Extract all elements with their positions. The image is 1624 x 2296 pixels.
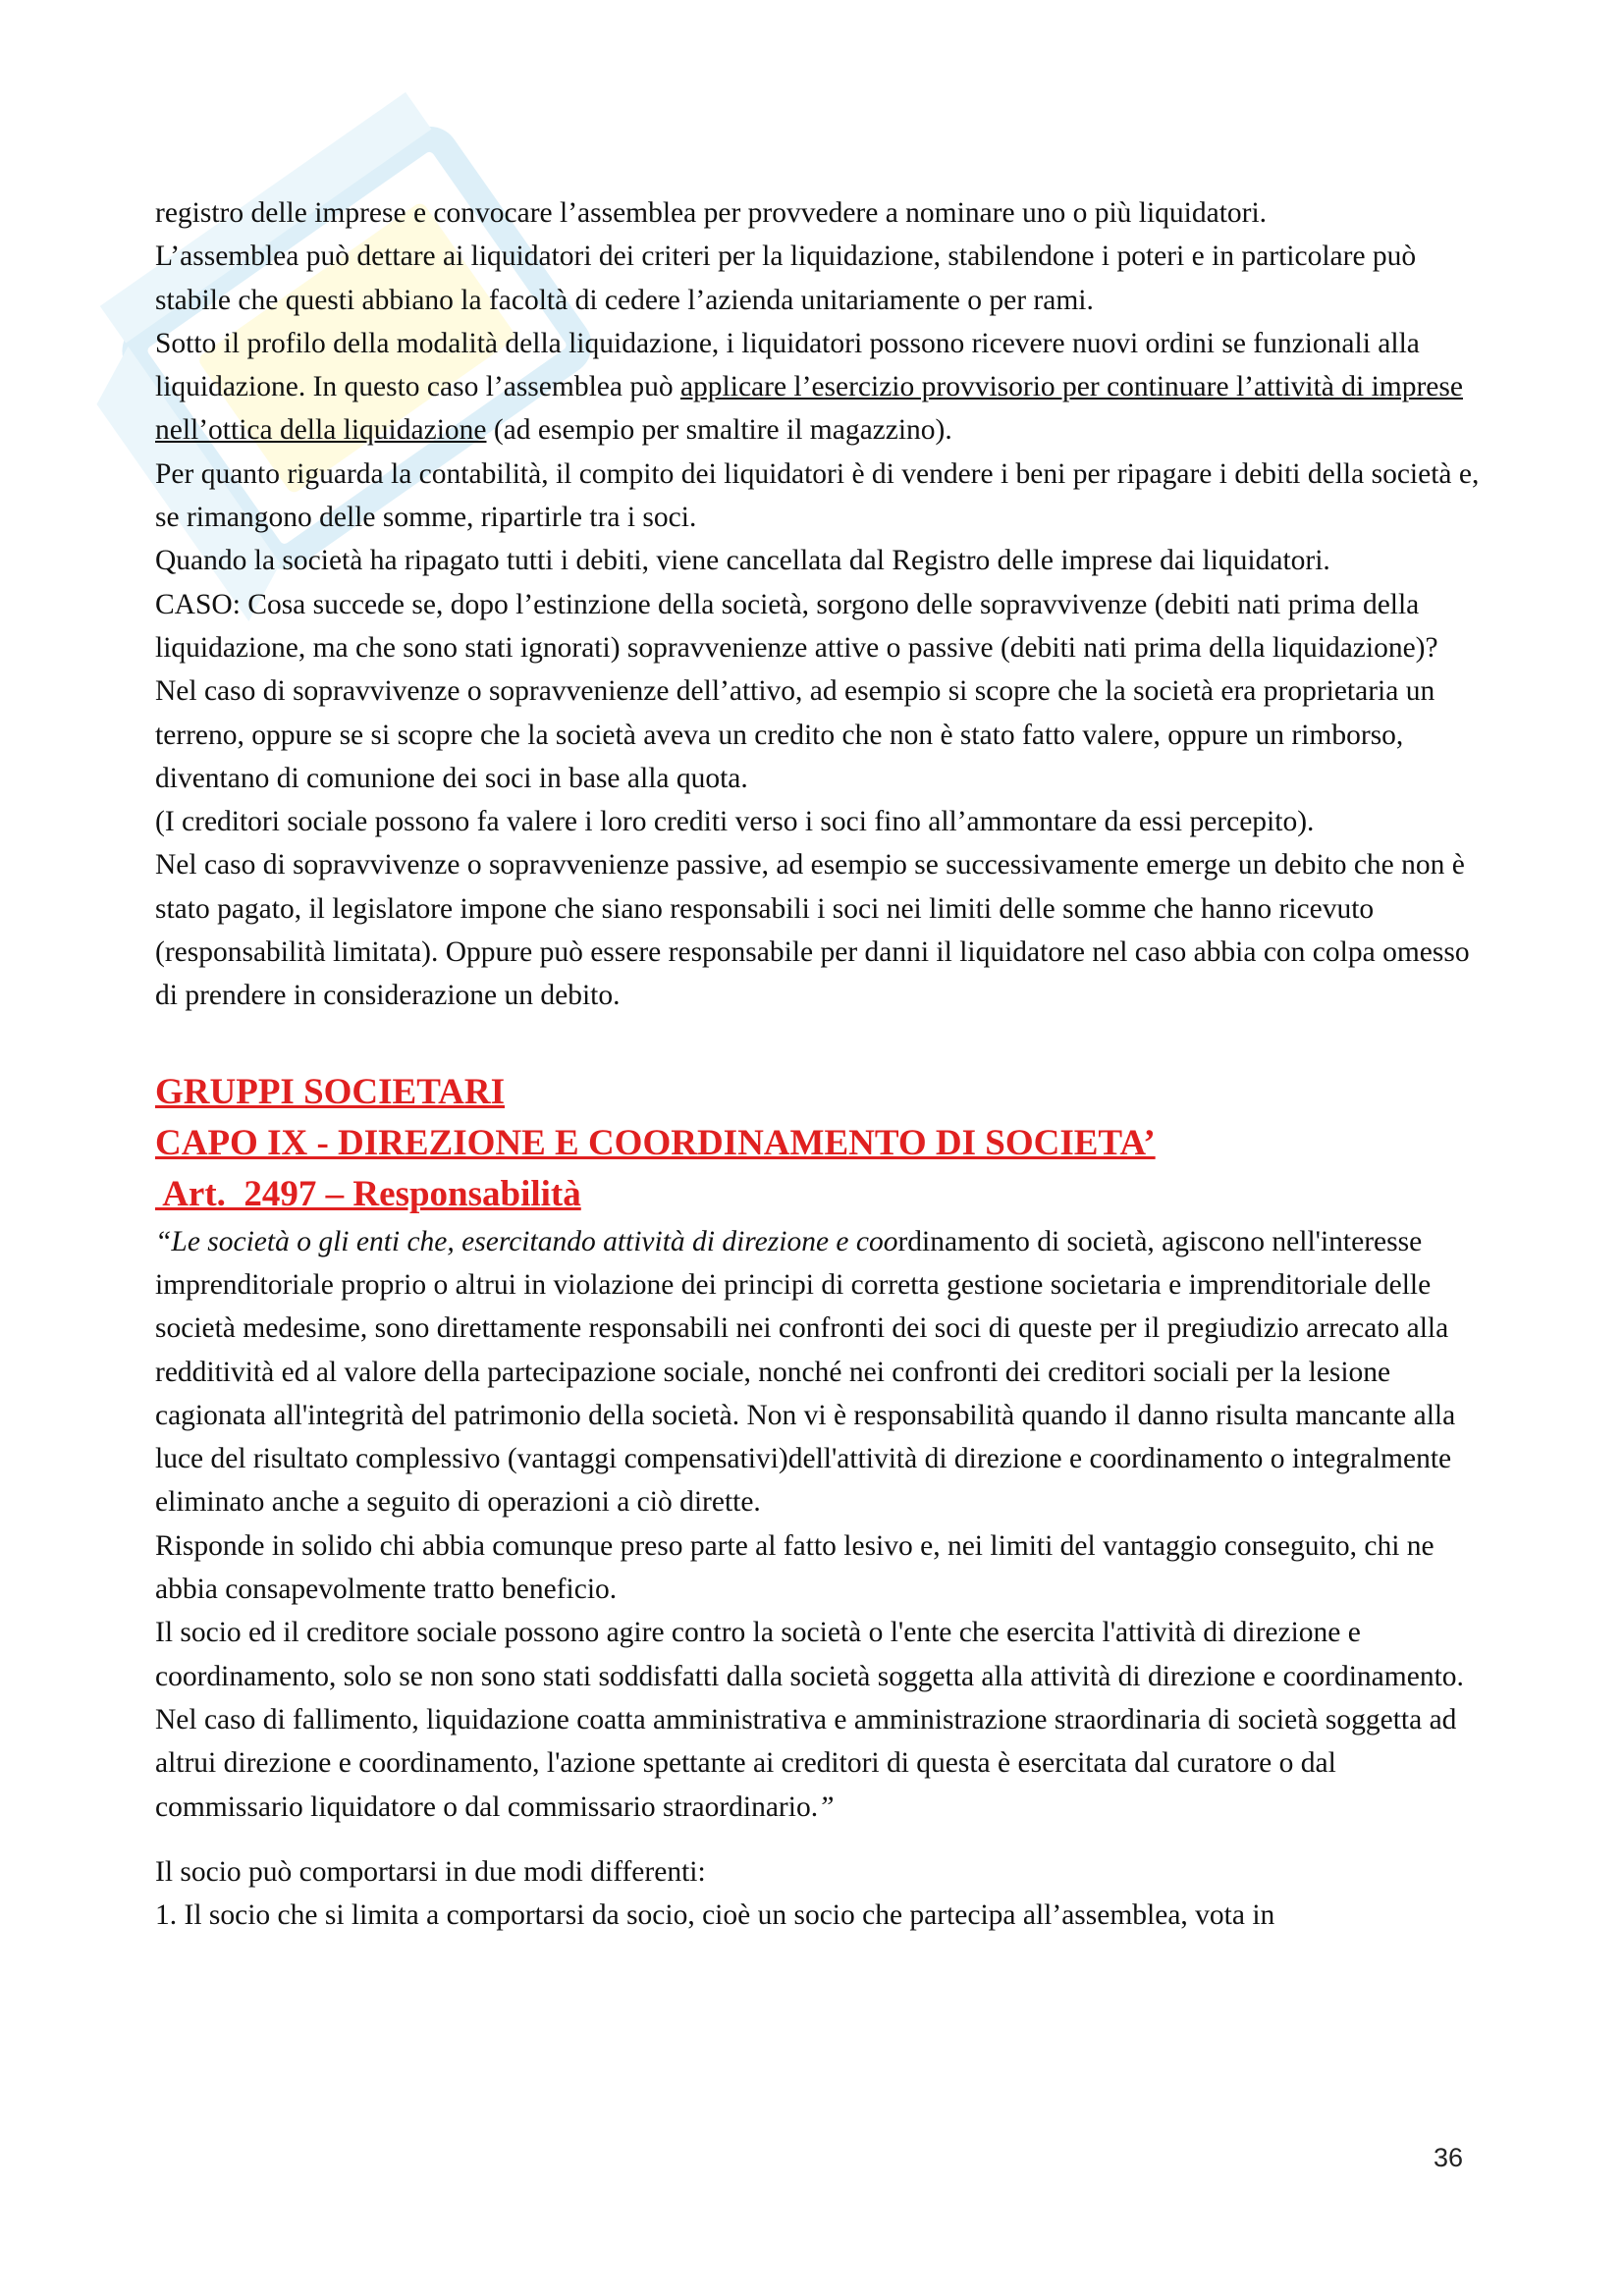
chapter-heading: CAPO IX - DIREZIONE E COORDINAMENTO DI SOCIETA’: [155, 1122, 1156, 1163]
text-paragraph: Quando la società ha ripagato tutti i debiti, viene cancellata dal Registro delle imprese dai liquidatori.: [155, 545, 1330, 577]
underlined-phrase: applicare l’esercizio provvisorio per continuare l’attività di imprese nell’ottica della liquidazione: [155, 371, 1463, 447]
text-run: (ad esempio per smaltire il magazzino).: [486, 414, 952, 447]
page-number: 36: [1434, 2143, 1464, 2172]
spacer: [155, 1018, 1490, 1067]
text-paragraph: Nel caso di sopravvivenze o sopravvenienze passive, ad esempio se successivamente emerge un debito che non è stato pagato, il legislatore impone che siano responsabili i soci nei limiti delle somme che hanno ricevuto (responsabilità limitata). Oppure può essere responsabile per danni il liquidatore nel caso abbia con colpa omesso di prendere in considerazione un debito.: [155, 849, 1470, 1012]
article-text: [155, 1698, 1490, 1829]
section-heading: GRUPPI SOCIETARI: [155, 1071, 505, 1112]
text-run: Nel caso di fallimento, liquidazione coatta amministrativa e amministrazione straordinaria di società soggetta ad altrui direzione e coordinamento, l'azione spettante ai creditori di questa è esercitata dal curatore o dal commissario liquidatore o dal commissario straordinario.: [155, 1703, 1457, 1823]
closing-quote: ”: [818, 1790, 835, 1823]
article-heading: Art. 2497 – Responsabilità: [155, 1173, 581, 1214]
article-text: [155, 1220, 1490, 1524]
spacer: [155, 1829, 1490, 1850]
article-text: Risponde in solido chi abbia comunque preso parte al fatto lesivo e, nei limiti del vantaggio conseguito, chi ne abbia consapevolmente tratto beneficio.: [155, 1529, 1435, 1606]
text-paragraph: (I creditori sociale possono fa valere i loro crediti verso i soci fino all’ammontare da essi percepito).: [155, 806, 1315, 838]
text-run: Sotto il profilo della modalità della liquidazione, i liquidatori possono ricevere nuovi ordini se funzionali alla liquidazione. In questo caso l’assemblea può: [155, 327, 1420, 403]
text-paragraph: Nel caso di sopravvivenze o sopravvenienze dell’attivo, ad esempio si scopre che la società era proprietaria un terreno, oppure se si scopre che la società aveva un credito che non è stato fatto valere, oppure un rimborso, diventano di comunione dei soci in base alla quota.: [155, 675, 1435, 794]
text-paragraph: registro delle imprese e convocare l’assemblea per provvedere a nominare uno o più liquidatori.: [155, 197, 1268, 229]
text-run: rdinamento di società, agiscono nell'interesse imprenditoriale proprio o altrui in violazione dei principi di corretta gestione societaria e imprenditoriale delle società medesime, sono direttamente responsabili nei confronti dei soci di queste per il pregiudizio arrecato alla redditività ed al valore della partecipazione sociale, nonché nei confronti dei creditori sociali per la lesione cagionata all'integrità del patrimonio della società. Non vi è responsabilità quando il danno risulta mancante alla luce del risultato complessivo (vantaggi compensativi)dell'attività di direzione e coordinamento o integralmente eliminato anche a seguito di operazioni a ciò dirette.: [155, 1225, 1456, 1519]
italic-run: “Le società o gli enti che, esercitando attività di direzione e coo: [155, 1225, 898, 1257]
text-paragraph: Il socio può comportarsi in due modi differenti:: [155, 1855, 706, 1888]
list-item: 1. Il socio che si limita a comportarsi da socio, cioè un socio che partecipa all’assemblea, vota in: [155, 1899, 1275, 1932]
text-paragraph: Per quanto riguarda la contabilità, il compito dei liquidatori è di vendere i beni per ripagare i debiti della società e, se rimangono delle somme, ripartirle tra i soci.: [155, 457, 1480, 534]
document-page: [155, 191, 1490, 1937]
text-paragraph: CASO: Cosa succede se, dopo l’estinzione della società, sorgono delle sopravvivenze (debiti nati prima della liquidazione, ma che sono stati ignorati) sopravvenienze attive o passive (debiti nati prima della liquidazione)?: [155, 588, 1438, 664]
article-text: Il socio ed il creditore sociale possono agire contro la società o l'ente che esercita l'attività di direzione e coordinamento, solo se non sono stati soddisfatti dalla società soggetta alla attività di direzione e coordinamento.: [155, 1617, 1464, 1692]
text-paragraph: L’assemblea può dettare ai liquidatori dei criteri per la liquidazione, stabilendone i poteri e in particolare può stabile che questi abbiano la facoltà di cedere l’azienda unitariamente o per rami.: [155, 240, 1417, 316]
text-paragraph: [155, 322, 1490, 453]
